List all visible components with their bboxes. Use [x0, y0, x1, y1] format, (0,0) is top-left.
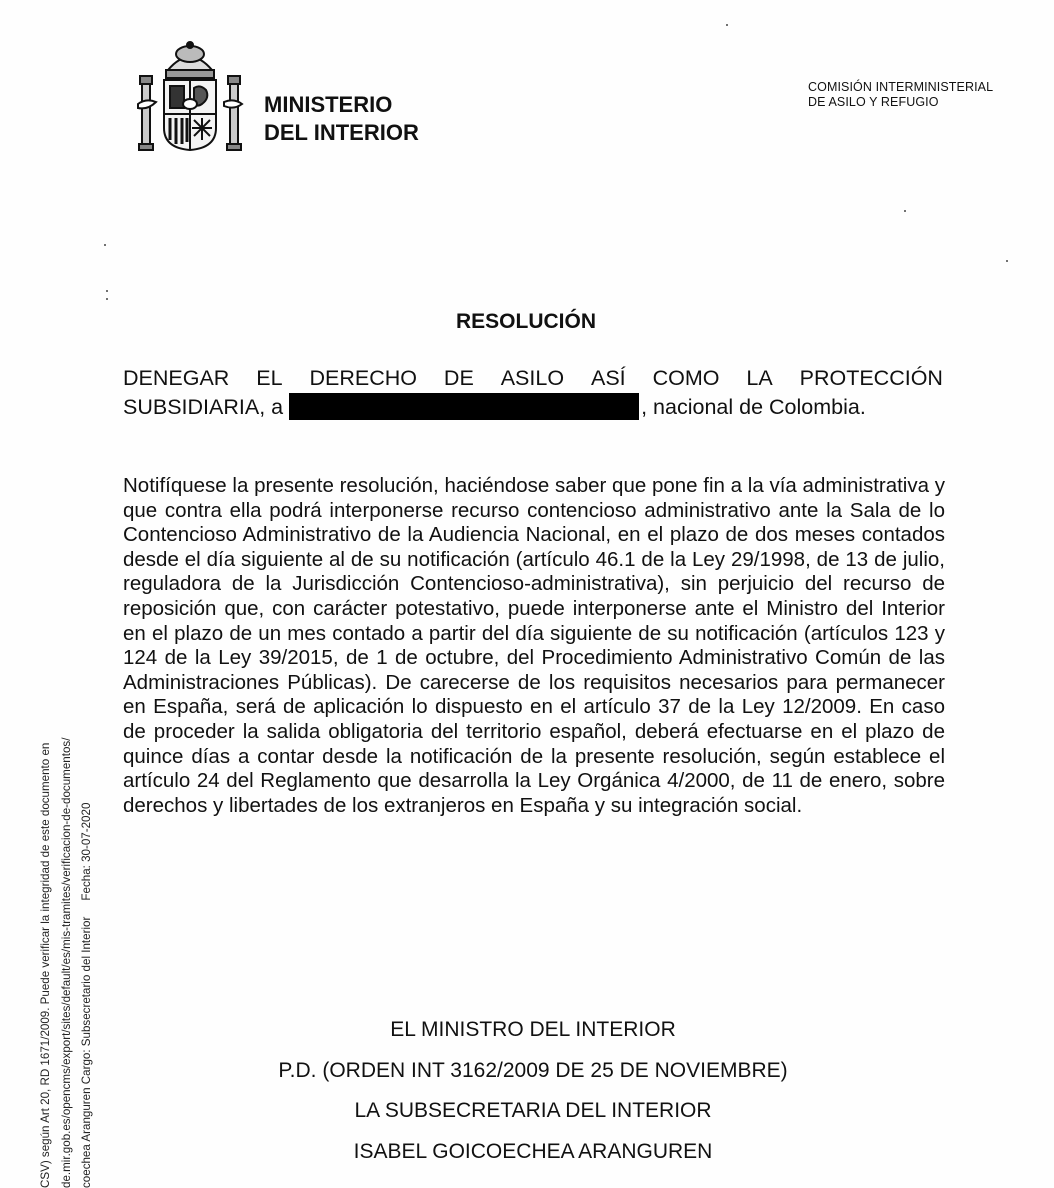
- signature-line-4: ISABEL GOICOECHEA ARANGUREN: [353, 1139, 713, 1163]
- decision-word: COMO: [652, 366, 720, 390]
- decision-prefix: SUBSIDIARIA, a: [123, 395, 284, 419]
- decision-word: PROTECCIÓN: [799, 366, 943, 390]
- signature-line-3: LA SUBSECRETARIA DEL INTERIOR: [354, 1099, 712, 1122]
- redacted-name-block: [289, 393, 639, 420]
- signature-line-2: P.D. (ORDEN INT 3162/2009 DE 25 DE NOVIEMBRE): [278, 1058, 788, 1082]
- ministry-line-2: DEL INTERIOR: [264, 120, 419, 145]
- scan-speck: [104, 244, 106, 246]
- scan-speck: [904, 210, 906, 212]
- spanish-coat-of-arms-icon: [134, 40, 246, 154]
- body-paragraph: Notifíquese la presente resolución, haciéndose saber que pone fin a la vía administrativa y que contra ella podrá interponerse recurso contencioso administrativo ante la Sala de lo Contencioso Administrativo de la Audiencia Nacional, en el plazo de dos meses contados desde el día siguiente al de su notificación (artículo 46.1 de la Ley 29/1998, de 13 de julio, reguladora de la Jurisdicción Contencioso-administrativa), sin perjuicio del recurso de reposición que, con carácter potestativo, puede interponerse ante el Ministro del Interior en el plazo de un mes contado a partir del día siguiente de su notificación (artículos 123 y 124 de la Ley 39/2015, de 1 de octubre, del Procedimiento Administrativo Común de las Administraciones Públicas). De carecerse de los requisitos necesarios para permanecer en España, será de aplicación lo dispuesto en el artículo 37 de la Ley 12/2009. En caso de proceder la salida obligatoria del territorio español, deberá efectuarse en el plazo de quince días a contar desde la notificación de la presente resolución, según establece el artículo 24 del Reglamento que desarrolla la Ley Orgánica 4/2000, de 11 de enero, sobre derechos y libertades de los extranjeros en España y su integración social.: [123, 474, 945, 817]
- scan-speck: [106, 298, 108, 300]
- verification-sidebar: [36, 568, 98, 1188]
- decision-suffix: , nacional de Colombia.: [641, 395, 866, 419]
- decision-word: DERECHO: [309, 366, 417, 390]
- sidebar-line-1: CSV) según Art 20, RD 1671/2009. Puede verificar la integridad de este documento en: [39, 742, 52, 1188]
- signature-line-1: EL MINISTRO DEL INTERIOR: [390, 1018, 676, 1041]
- sidebar-line-3: coechea Aranguren Cargo: Subsecretario del Interior Fecha: 30-07-2020: [80, 802, 93, 1188]
- decision-word: ASILO: [500, 366, 565, 390]
- decision-line-2: [123, 393, 943, 422]
- decision-word: LA: [746, 366, 773, 390]
- scan-speck: [726, 24, 728, 26]
- decision-word: DE: [443, 366, 474, 390]
- signature-block: [200, 1014, 866, 1176]
- decision-text: [123, 364, 943, 422]
- decision-line-1: [123, 364, 943, 393]
- sidebar-line-2: de.mir.gob.es/opencms/export/sites/default/es/mis-tramites/verificacion-de-documentos/: [59, 737, 73, 1188]
- commission-name: [808, 80, 993, 110]
- scan-speck: [1006, 260, 1008, 262]
- decision-word: ASÍ: [590, 366, 626, 390]
- scan-speck: [106, 290, 108, 292]
- commission-line-1: COMISIÓN INTERMINISTERIAL: [808, 80, 994, 94]
- document-title: RESOLUCIÓN: [456, 310, 597, 333]
- decision-word: DENEGAR: [123, 366, 230, 390]
- commission-line-2: DE ASILO Y REFUGIO: [808, 95, 939, 109]
- decision-word: EL: [256, 366, 283, 390]
- ministry-name: [264, 91, 419, 147]
- ministry-line-1: MINISTERIO: [264, 92, 393, 117]
